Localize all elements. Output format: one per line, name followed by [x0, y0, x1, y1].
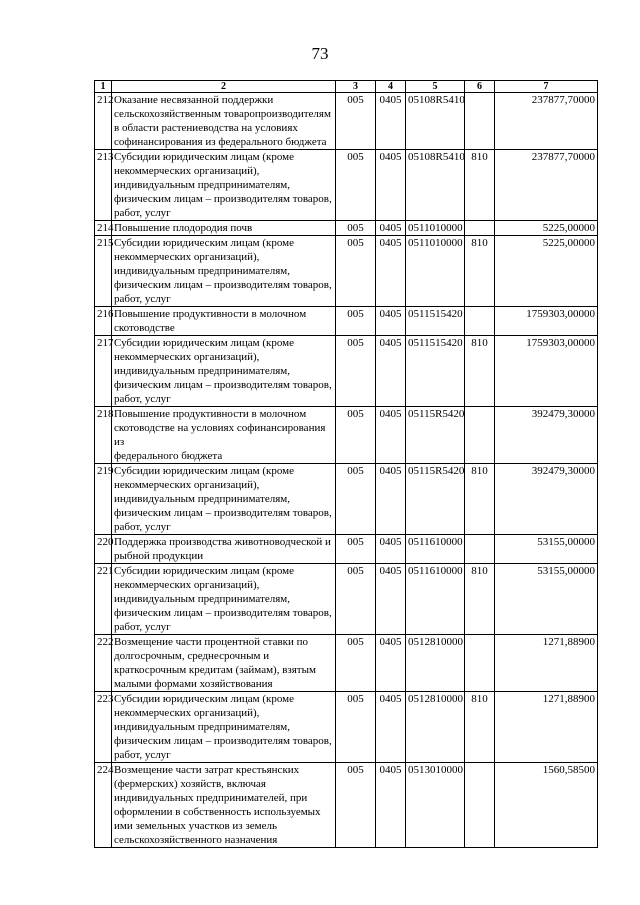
section-code-cell: 0405 [376, 464, 406, 535]
page-number: 73 [311, 44, 329, 63]
ministry-code-cell: 005 [336, 535, 376, 564]
row-name-cell [112, 221, 336, 236]
row-name-line: (фермерских) хозяйств, включая [114, 778, 266, 790]
row-name-line: индивидуальным предпринимателям, [114, 265, 290, 277]
target-article-cell: 0511010000 [406, 236, 465, 307]
row-name-line: Повышение плодородия почв [114, 222, 253, 234]
row-name-line: Повышение продуктивности в молочном [114, 308, 307, 320]
row-name-line: физическим лицам – производителям товаров, [114, 507, 332, 519]
section-code-cell: 0405 [376, 336, 406, 407]
row-name-line: федерального бюджета [114, 450, 223, 462]
row-number-cell: 212 [95, 93, 112, 150]
row-number-cell: 219 [95, 464, 112, 535]
row-name-line: некоммерческих организаций), [114, 579, 260, 591]
column-header: 2 [112, 81, 336, 93]
row-name-line: некоммерческих организаций), [114, 351, 260, 363]
row-name-line: индивидуальным предпринимателям, [114, 593, 290, 605]
section-code-cell: 0405 [376, 692, 406, 763]
ministry-code-cell: 005 [336, 763, 376, 848]
row-number-cell: 221 [95, 564, 112, 635]
column-header: 4 [376, 81, 406, 93]
amount-cell: 1271,88900 [495, 692, 598, 763]
table-row [95, 336, 598, 407]
amount-cell: 1759303,00000 [495, 307, 598, 336]
row-number-cell: 220 [95, 535, 112, 564]
expense-type-cell: 810 [465, 336, 495, 407]
row-name-line: в области растениеводства на условиях [114, 122, 298, 134]
row-name-line: индивидуальным предпринимателям, [114, 493, 290, 505]
row-name-line: некоммерческих организаций), [114, 165, 260, 177]
row-name-cell [112, 93, 336, 150]
table-body [95, 93, 598, 848]
row-name-line: малыми формами хозяйствования [114, 678, 273, 690]
amount-cell: 392479,30000 [495, 407, 598, 464]
amount-cell: 1560,58500 [495, 763, 598, 848]
column-header: 6 [465, 81, 495, 93]
row-name-line: Субсидии юридическим лицам (кроме [114, 237, 295, 249]
table-row [95, 564, 598, 635]
row-name-cell [112, 307, 336, 336]
amount-cell: 53155,00000 [495, 535, 598, 564]
row-name-line: Субсидии юридическим лицам (кроме [114, 565, 295, 577]
column-header: 3 [336, 81, 376, 93]
column-header: 7 [495, 81, 598, 93]
expense-type-cell [465, 93, 495, 150]
expense-type-cell: 810 [465, 464, 495, 535]
row-number-cell: 216 [95, 307, 112, 336]
target-article-cell: 0511515420 [406, 307, 465, 336]
target-article-cell: 0511010000 [406, 221, 465, 236]
amount-cell: 1759303,00000 [495, 336, 598, 407]
table-row [95, 407, 598, 464]
row-name-cell [112, 150, 336, 221]
row-name-line: физическим лицам – производителям товаров, [114, 379, 332, 391]
expense-type-cell [465, 307, 495, 336]
target-article-cell: 0511610000 [406, 564, 465, 635]
row-name-line: работ, услуг [114, 393, 171, 405]
table-row [95, 464, 598, 535]
row-name-line: сельскохозяйственным товаропроизводителям [114, 108, 331, 120]
row-name-cell [112, 564, 336, 635]
row-name-line: долгосрочным, среднесрочным и [114, 650, 270, 662]
row-name-cell [112, 407, 336, 464]
row-name-line: некоммерческих организаций), [114, 707, 260, 719]
amount-cell: 237877,70000 [495, 150, 598, 221]
expense-type-cell: 810 [465, 150, 495, 221]
table-row [95, 307, 598, 336]
table-row [95, 692, 598, 763]
ministry-code-cell: 005 [336, 407, 376, 464]
expense-type-cell: 810 [465, 236, 495, 307]
section-code-cell: 0405 [376, 763, 406, 848]
target-article-cell: 0511515420 [406, 336, 465, 407]
row-number-cell: 215 [95, 236, 112, 307]
row-number-cell: 213 [95, 150, 112, 221]
row-name-line: Поддержка производства животноводческой и [114, 536, 331, 548]
section-code-cell: 0405 [376, 236, 406, 307]
target-article-cell: 0511610000 [406, 535, 465, 564]
row-name-line: некоммерческих организаций), [114, 479, 260, 491]
ministry-code-cell: 005 [336, 221, 376, 236]
table-row [95, 535, 598, 564]
row-name-cell [112, 236, 336, 307]
row-name-line: рыбной продукции [114, 550, 204, 562]
section-code-cell: 0405 [376, 635, 406, 692]
ministry-code-cell: 005 [336, 150, 376, 221]
section-code-cell: 0405 [376, 307, 406, 336]
ministry-code-cell: 005 [336, 336, 376, 407]
row-name-line: физическим лицам – производителям товаров, [114, 735, 332, 747]
row-name-cell [112, 336, 336, 407]
column-header: 1 [95, 81, 112, 93]
amount-cell: 392479,30000 [495, 464, 598, 535]
amount-cell: 53155,00000 [495, 564, 598, 635]
target-article-cell: 05115R5420 [406, 464, 465, 535]
ministry-code-cell: 005 [336, 236, 376, 307]
table-row [95, 150, 598, 221]
target-article-cell: 0512810000 [406, 635, 465, 692]
table-row [95, 236, 598, 307]
expense-type-cell [465, 535, 495, 564]
row-name-cell [112, 692, 336, 763]
section-code-cell: 0405 [376, 150, 406, 221]
row-name-line: ими земельных участков из земель [114, 820, 277, 832]
row-name-line: Возмещение части процентной ставки по [114, 636, 309, 648]
row-name-line: физическим лицам – производителям товаров, [114, 193, 332, 205]
row-name-line: Субсидии юридическим лицам (кроме [114, 337, 295, 349]
row-name-line: работ, услуг [114, 749, 171, 761]
table-row [95, 635, 598, 692]
table-header-row [95, 81, 598, 93]
ministry-code-cell: 005 [336, 93, 376, 150]
row-number-cell: 223 [95, 692, 112, 763]
amount-cell: 5225,00000 [495, 236, 598, 307]
table-row [95, 93, 598, 150]
row-name-line: софинансирования из федерального бюджета [114, 136, 327, 148]
target-article-cell: 0512810000 [406, 692, 465, 763]
row-number-cell: 214 [95, 221, 112, 236]
expense-type-cell [465, 221, 495, 236]
row-name-line: краткосрочным кредитам (займам), взятым [114, 664, 316, 676]
target-article-cell: 05108R5410 [406, 150, 465, 221]
row-name-cell [112, 464, 336, 535]
ministry-code-cell: 005 [336, 464, 376, 535]
expense-type-cell [465, 635, 495, 692]
expense-type-cell: 810 [465, 564, 495, 635]
row-name-line: оформлении в собственность используемых [114, 806, 321, 818]
row-name-line: индивидуальным предпринимателям, [114, 721, 290, 733]
ministry-code-cell: 005 [336, 635, 376, 692]
table-row [95, 763, 598, 848]
row-name-line: Субсидии юридическим лицам (кроме [114, 465, 295, 477]
row-number-cell: 222 [95, 635, 112, 692]
section-code-cell: 0405 [376, 93, 406, 150]
row-number-cell: 217 [95, 336, 112, 407]
column-header: 5 [406, 81, 465, 93]
row-name-line: работ, услуг [114, 621, 171, 633]
row-name-line: работ, услуг [114, 207, 171, 219]
row-name-line: физическим лицам – производителям товаров, [114, 279, 332, 291]
row-number-cell: 224 [95, 763, 112, 848]
row-name-line: Оказание несвязанной поддержки [114, 94, 274, 106]
section-code-cell: 0405 [376, 564, 406, 635]
row-name-line: работ, услуг [114, 293, 171, 305]
row-name-line: скотоводстве на условиях софинансирования из [114, 422, 326, 448]
row-name-cell [112, 763, 336, 848]
row-name-line: Субсидии юридическим лицам (кроме [114, 693, 295, 705]
table-row [95, 221, 598, 236]
section-code-cell: 0405 [376, 221, 406, 236]
target-article-cell: 05115R5420 [406, 407, 465, 464]
row-name-line: некоммерческих организаций), [114, 251, 260, 263]
row-name-line: физическим лицам – производителям товаров, [114, 607, 332, 619]
row-name-cell [112, 535, 336, 564]
budget-table [94, 80, 598, 848]
target-article-cell: 05108R5410 [406, 93, 465, 150]
row-name-line: индивидуальным предпринимателям, [114, 179, 290, 191]
row-name-line: скотоводстве [114, 322, 175, 334]
row-name-line: индивидуальных предпринимателей, при [114, 792, 308, 804]
row-name-line: Возмещение части затрат крестьянских [114, 764, 300, 776]
row-name-line: сельскохозяйственного назначения [114, 834, 278, 846]
section-code-cell: 0405 [376, 407, 406, 464]
row-name-line: индивидуальным предпринимателям, [114, 365, 290, 377]
ministry-code-cell: 005 [336, 564, 376, 635]
section-code-cell: 0405 [376, 535, 406, 564]
row-name-line: работ, услуг [114, 521, 171, 533]
expense-type-cell: 810 [465, 692, 495, 763]
expense-type-cell [465, 407, 495, 464]
amount-cell: 237877,70000 [495, 93, 598, 150]
row-name-line: Субсидии юридическим лицам (кроме [114, 151, 295, 163]
ministry-code-cell: 005 [336, 692, 376, 763]
amount-cell: 1271,88900 [495, 635, 598, 692]
row-name-line: Повышение продуктивности в молочном [114, 408, 307, 420]
row-number-cell: 218 [95, 407, 112, 464]
target-article-cell: 0513010000 [406, 763, 465, 848]
ministry-code-cell: 005 [336, 307, 376, 336]
amount-cell: 5225,00000 [495, 221, 598, 236]
row-name-cell [112, 635, 336, 692]
expense-type-cell [465, 763, 495, 848]
